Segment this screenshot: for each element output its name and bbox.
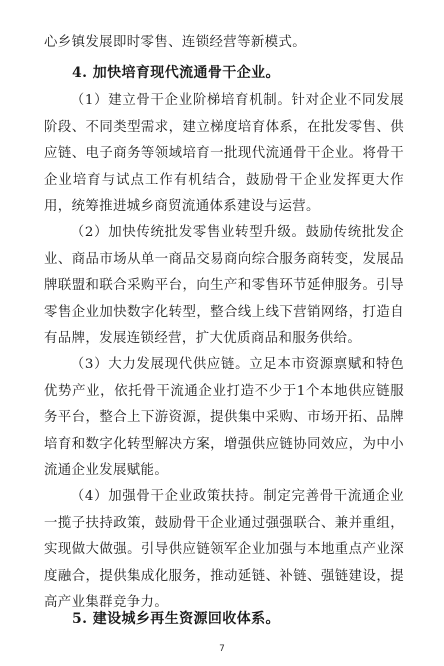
paragraph-4: （4）加强骨干企业政策扶持。制定完善骨干流通企业一揽子扶持政策，鼓励骨干企业通过强强联合、兼并重组，实现做大做强。引导供应链领军企业加强与本地重点产业深度融合，提供集成化服务，推动延链、补链、强链建设，提高产业集群竞争力。 <box>44 489 404 611</box>
section-heading-5: 5. 建设城乡再生资源回收体系。 <box>72 611 280 627</box>
continued-paragraph-line: 心乡镇发展即时零售、连锁经营等新模式。 <box>44 35 307 50</box>
paragraph-3: （3）大力发展现代供应链。立足本市资源禀赋和特色优势产业，依托骨干流通企业打造不少于1个本地供应链服务平台，整合上下游资源，提供集中采购、市场开拓、品牌培育和数字化转型解决方案，增强供应链协同效应，为中小流通企业发展赋能。 <box>44 357 404 479</box>
paragraph-1: （1）建立骨干企业阶梯培育机制。针对企业不同发展阶段、不同类型需求，建立梯度培育体系，在批发零售、供应链、电子商务等领域培育一批现代流通骨干企业。将骨干企业培育与试点工作有机结合，鼓励骨干企业发挥更大作用，统筹推进城乡商贸流通体系建设与运营。 <box>44 93 404 215</box>
page-number: 7 <box>219 644 225 654</box>
paragraph-2: （2）加快传统批发零售业转型升级。鼓励传统批发企业、商品市场从单一商品交易商向综合服务商转变，发展品牌联盟和联合采购平台，向生产和零售环节延伸服务。引导零售企业加快数字化转型，整合线上线下营销网络，打造自有品牌，发展连锁经营，扩大优质商品和服务供给。 <box>44 225 404 347</box>
section-heading-4: 4. 加快培育现代流通骨干企业。 <box>72 65 280 81</box>
